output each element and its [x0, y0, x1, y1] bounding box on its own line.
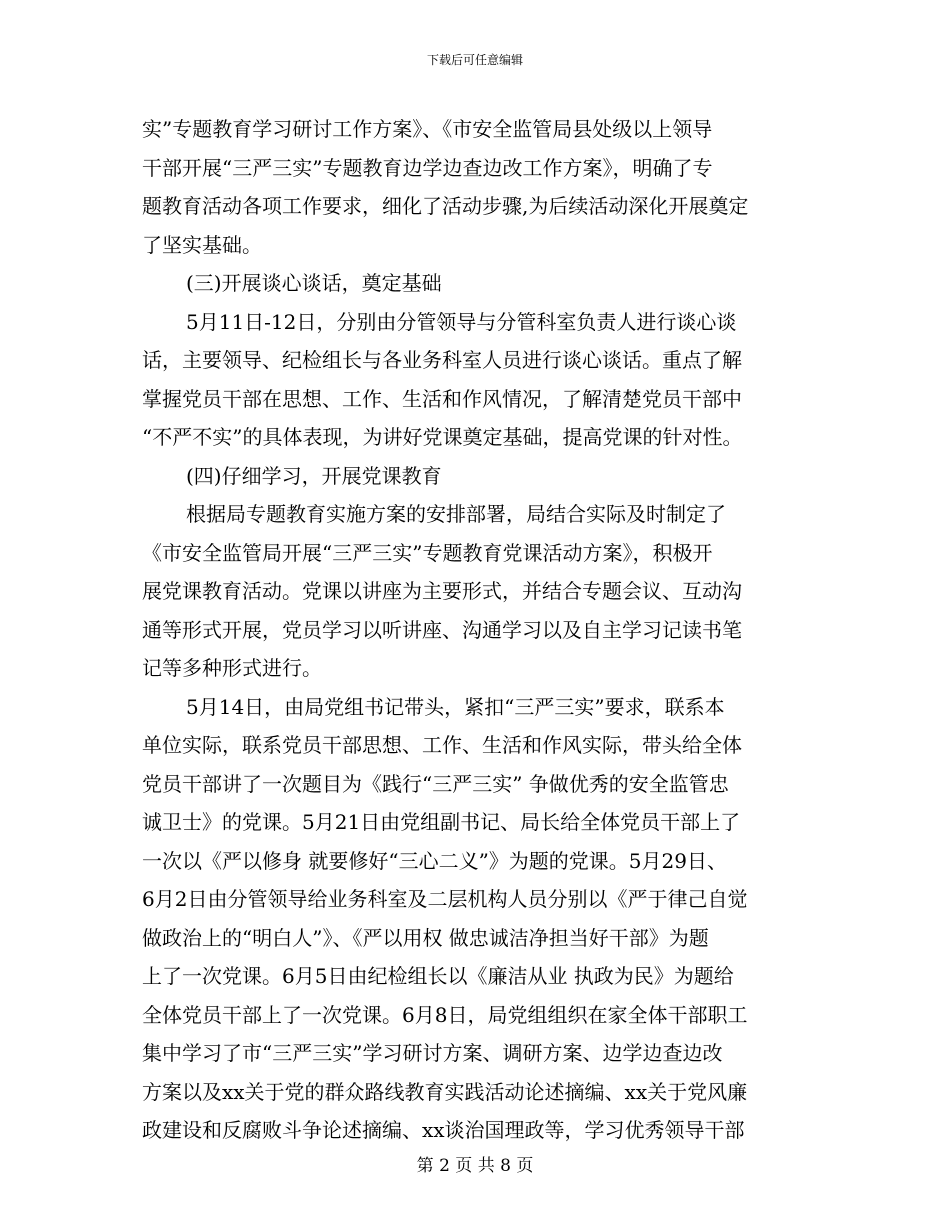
body-text-line: “不严不实”的具体表现，为讲好党课奠定基础，提高党课的针对性。: [142, 425, 743, 449]
body-text-line: 方案以及xx关于党的群众路线教育实践活动论述摘编、xx关于党风廉: [142, 1079, 748, 1104]
body-text-line: 实”专题教育学习研讨工作方案》、《市安全监管局县处级以上领导: [142, 117, 713, 141]
body-text-line: 集中学习了市“三严三实”学习研讨方案、调研方案、边学边查边改: [142, 1041, 723, 1065]
body-text-line: 题教育活动各项工作要求，细化了活动步骤,为后续活动深化开展奠定: [142, 194, 749, 218]
body-text-line: 一次以《严以修身 就要修好“三心二义”》为题的党课。5月29日、: [142, 848, 727, 873]
page-header: 下载后可任意编辑: [426, 53, 523, 67]
page-number: 第 2 页 共 8 页: [416, 1156, 534, 1176]
body-text-line: 政建设和反腐败斗争论述摘编、xx谈治国理政等，学习优秀领导干部: [142, 1118, 745, 1142]
body-text-line: 诚卫士》的党课。5月21日由党组副书记、局长给全体党员干部上了: [142, 810, 741, 834]
document-body: [142, 110, 802, 1150]
body-text-line: 做政治上的“明白人”》、《严以用权 做忠诚洁净担当好干部》为题: [142, 925, 709, 950]
body-text-line: 根据局专题教育实施方案的安排部署，局结合实际及时制定了: [186, 502, 726, 526]
body-text-line: 上了一次党课。6月5日由纪检组长以《廉洁从业 执政为民》为题给: [142, 964, 734, 988]
body-text-line: 展党课教育活动。党课以讲座为主要形式，并结合专题会议、互动沟: [142, 579, 742, 603]
body-text-line: 记等多种形式进行。: [142, 656, 322, 680]
body-text-line: 5月14日，由局党组书记带头，紧扣“三严三实”要求，联系本: [186, 694, 725, 719]
body-text-line: 通等形式开展，党员学习以听讲座、沟通学习以及自主学习记读书笔: [142, 617, 742, 642]
body-text-line: 6月2日由分管领导给业务科室及二层机构人员分别以《严于律己自觉: [142, 887, 748, 911]
body-text-line: (三)开展谈心谈话，奠定基础: [186, 271, 442, 295]
body-text-line: 了坚实基础。: [142, 232, 262, 257]
body-text-line: 干部开展“三严三实”专题教育边学边查边改工作方案》，明确了专: [142, 155, 713, 180]
body-text-line: 5月11日-12日，分别由分管领导与分管科室负责人进行谈心谈: [186, 309, 737, 334]
body-text-line: 党员干部讲了一次题目为《践行“三严三实” 争做优秀的安全监管忠: [142, 771, 729, 796]
body-text-line: 全体党员干部上了一次党课。6月8日，局党组组织在家全体干部职工: [142, 1002, 748, 1027]
body-text-line: 话，主要领导、纪检组长与各业务科室人员进行谈心谈话。重点了解: [142, 348, 742, 372]
body-text-line: 《市安全监管局开展“三严三实”专题教育党课活动方案》，积极开: [142, 540, 713, 565]
body-text-line: 单位实际，联系党员干部思想、工作、生活和作风实际，带头给全体: [142, 733, 742, 757]
body-text-line: 掌握党员干部在思想、工作、生活和作风情况，了解清楚党员干部中: [142, 386, 742, 411]
body-text-line: (四)仔细学习，开展党课教育: [186, 463, 442, 488]
